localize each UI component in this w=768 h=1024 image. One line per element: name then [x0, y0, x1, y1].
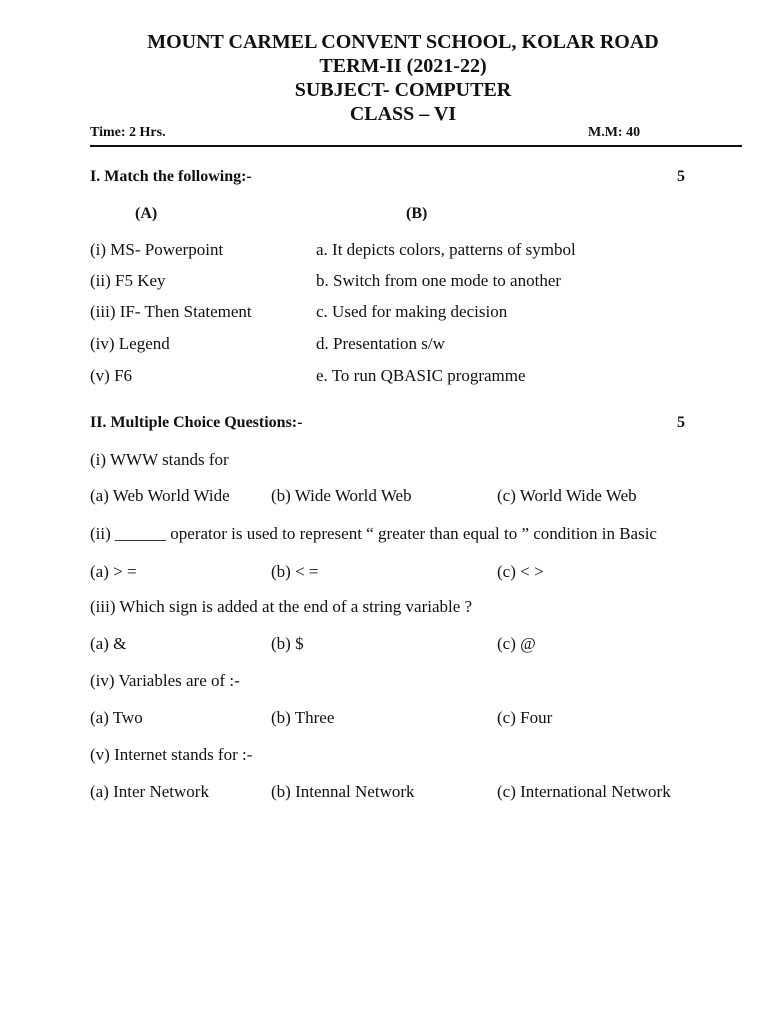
class-title: CLASS – VI: [349, 103, 457, 125]
school-name: MOUNT CARMEL CONVENT SCHOOL, KOLAR ROAD: [147, 31, 659, 53]
column-a-header: (A): [135, 205, 158, 222]
match-item-a: (ii) F5 Key: [90, 271, 166, 290]
question-text: (v) Internet stands for :-: [90, 745, 253, 764]
term-title: TERM-II (2021-22): [319, 55, 487, 77]
option-a: (a) &: [90, 634, 127, 653]
option-c: (c) World Wide Web: [497, 486, 637, 505]
option-b: (b) Wide World Web: [271, 486, 412, 505]
option-c: (c) International Network: [497, 782, 671, 801]
section1-marks: 5: [677, 168, 685, 185]
option-a: (a) Two: [90, 708, 143, 727]
header-divider: [90, 145, 742, 147]
question-text: (i) WWW stands for: [90, 450, 229, 469]
option-b: (b) $: [271, 634, 304, 653]
section2-title: II. Multiple Choice Questions:-: [90, 414, 303, 431]
question-text: (iv) Variables are of :-: [90, 671, 240, 690]
match-item-a: (i) MS- Powerpoint: [90, 240, 224, 259]
match-item-a: (iv) Legend: [90, 334, 170, 353]
section2-marks: 5: [677, 414, 685, 431]
subject-title: SUBJECT- COMPUTER: [294, 79, 512, 101]
match-item-b: a. It depicts colors, patterns of symbol: [316, 240, 576, 259]
max-marks-label: M.M: 40: [588, 125, 641, 140]
column-b-header: (B): [406, 205, 428, 222]
option-a: (a) Inter Network: [90, 782, 209, 801]
match-item-b: d. Presentation s/w: [316, 334, 445, 353]
section1-title: I. Match the following:-: [90, 168, 252, 185]
option-c: (c) Four: [497, 708, 553, 727]
option-b: (b) Intennal Network: [271, 782, 415, 801]
option-a: (a) Web World Wide: [90, 486, 230, 505]
match-item-a: (v) F6: [90, 366, 133, 385]
time-label: Time: 2 Hrs.: [90, 125, 166, 140]
option-c: (c) @: [497, 634, 536, 653]
match-item-b: c. Used for making decision: [316, 302, 508, 321]
match-item-a: (iii) IF- Then Statement: [90, 302, 252, 321]
question-text: (ii) ______ operator is used to represent “ greater than equal to ” condition in Basic: [90, 524, 657, 543]
option-c: (c) < >: [497, 562, 544, 581]
match-item-b: b. Switch from one mode to another: [316, 271, 562, 290]
match-item-b: e. To run QBASIC programme: [316, 366, 526, 385]
option-a: (a) > =: [90, 562, 137, 581]
option-b: (b) < =: [271, 562, 319, 581]
option-b: (b) Three: [271, 708, 335, 727]
question-text: (iii) Which sign is added at the end of a string variable ?: [90, 597, 473, 616]
